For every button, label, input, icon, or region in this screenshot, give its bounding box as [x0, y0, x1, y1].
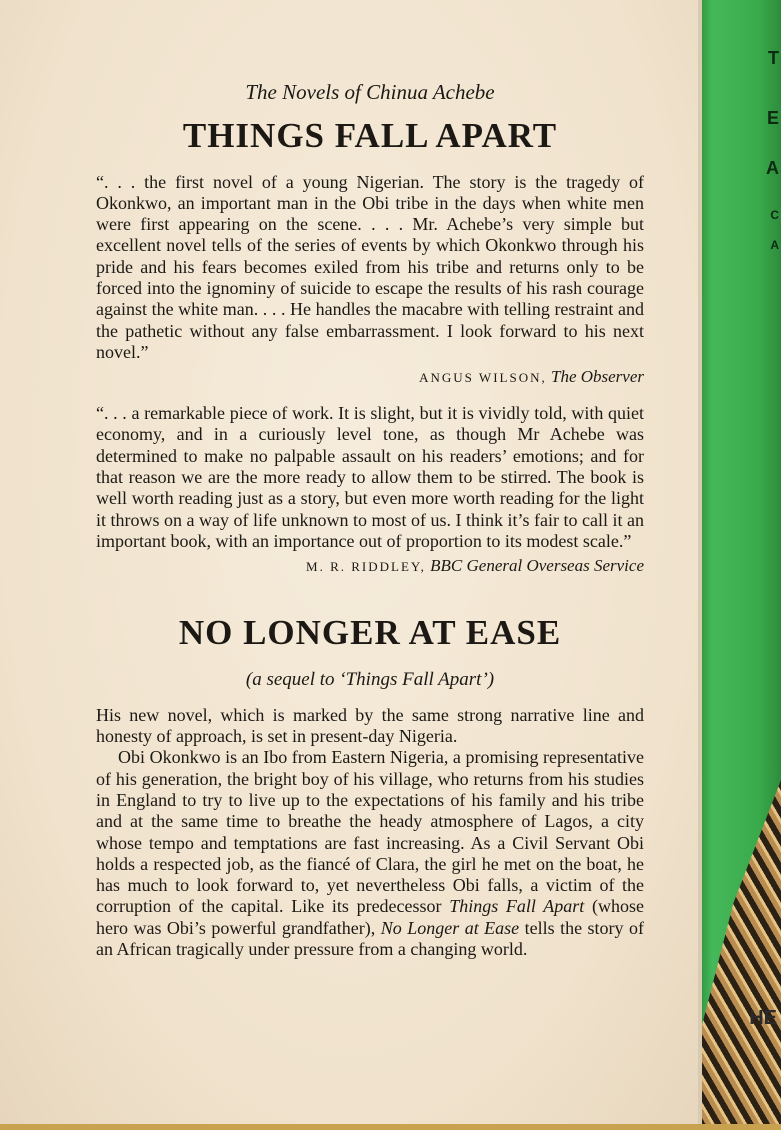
para2-part-a: Obi Okonkwo is an Ibo from Eastern Nigeria, a promising representative of his generation, the bright boy of his village, who returns from his studies in England to try to live up to the expectations of his family and his tribe and at the same time to breathe the heady atmosphere of Lagos, a city whose tempo and temptations are fast increasing. As a Civil Servant Obi holds a respected job, as the fiancé of Clara, the girl he met on the boat, he has much to look forward to, yet nevertheless Obi falls, a victim of the corruption of the capital. Like its predecessor	[96, 747, 644, 917]
spine-letter-3: A	[766, 158, 779, 178]
book2-title: NO LONGER AT EASE	[178, 613, 562, 653]
review1-source: The Observer	[550, 367, 644, 387]
book1-title: THINGS FALL APART	[182, 116, 558, 155]
spine-letter-2: E	[766, 108, 779, 128]
spine-cover-art	[702, 780, 781, 1130]
spine-paper-edge	[698, 0, 702, 1130]
book2-subtitle	[96, 669, 644, 691]
green-spine-flap	[698, 0, 781, 1130]
spine-letter-5: A	[770, 238, 779, 252]
cover-text	[96, 80, 644, 960]
review1-attribution	[96, 367, 644, 387]
para2-title-things-fall-apart: Things Fall Apart	[449, 896, 585, 917]
subtitle-prefix: (a sequel to ‘	[245, 668, 346, 690]
spine-letter-4: C	[770, 208, 779, 222]
book2-description-para1: His new novel, which is marked by the same strong narrative line and honesty of approach, is set in present-day Nigeria.	[96, 704, 644, 747]
subtitle-title: Things Fall Apart	[345, 668, 482, 690]
bottom-edge	[0, 1124, 781, 1130]
para2-title-no-longer-at-ease: No Longer at Ease	[380, 917, 520, 938]
review1-author: ANGUS WILSON,	[419, 370, 547, 386]
review2-attribution	[96, 556, 644, 576]
subtitle-suffix: ’)	[481, 668, 495, 690]
review2-source: BBC General Overseas Service	[430, 556, 644, 576]
para2-part-c: (whose hero was Obi’s powerful grandfather),	[96, 896, 644, 938]
review2-author: M. R. RIDDLEY,	[306, 559, 426, 575]
spine-publisher-label: HE	[749, 1007, 777, 1029]
series-heading: The Novels of Chinua Achebe	[245, 80, 495, 104]
review1-text: “. . . the first novel of a young Nigerian. The story is the tragedy of Okonkwo, an important man in the Obi tribe in the days when white men were first appearing on the scene. . . . Mr. Achebe’s very simple but excellent novel tells of the series of events by which Okonkwo through his pride and his fears becomes exiled from his tribe and returns only to be forced into the ignominy of suicide to escape the results of his rash courage against the white man. . . . He handles the macabre with telling restraint and the pathetic without any false embarrassment. I look forward to his next novel.”	[96, 171, 644, 362]
review2-text: “. . . a remarkable piece of work. It is slight, but it is vividly told, with quiet economy, and in a curiously level tone, as though Mr Achebe was determined to make no palpable assault on his readers’ emotions; and for that reason we are the more ready to allow them to be stirred. The book is well worth reading just as a story, but even more worth reading for the light it throws on a way of life unknown to most of us. I think it’s fair to call it an important book, with an importance out of proportion to its modest scale.”	[96, 403, 644, 551]
spine-letter-1: T	[768, 48, 779, 68]
para2-part-e: tells the story of an African tragically under pressure from a changing world.	[96, 917, 645, 960]
book2-description-para2	[96, 747, 644, 960]
